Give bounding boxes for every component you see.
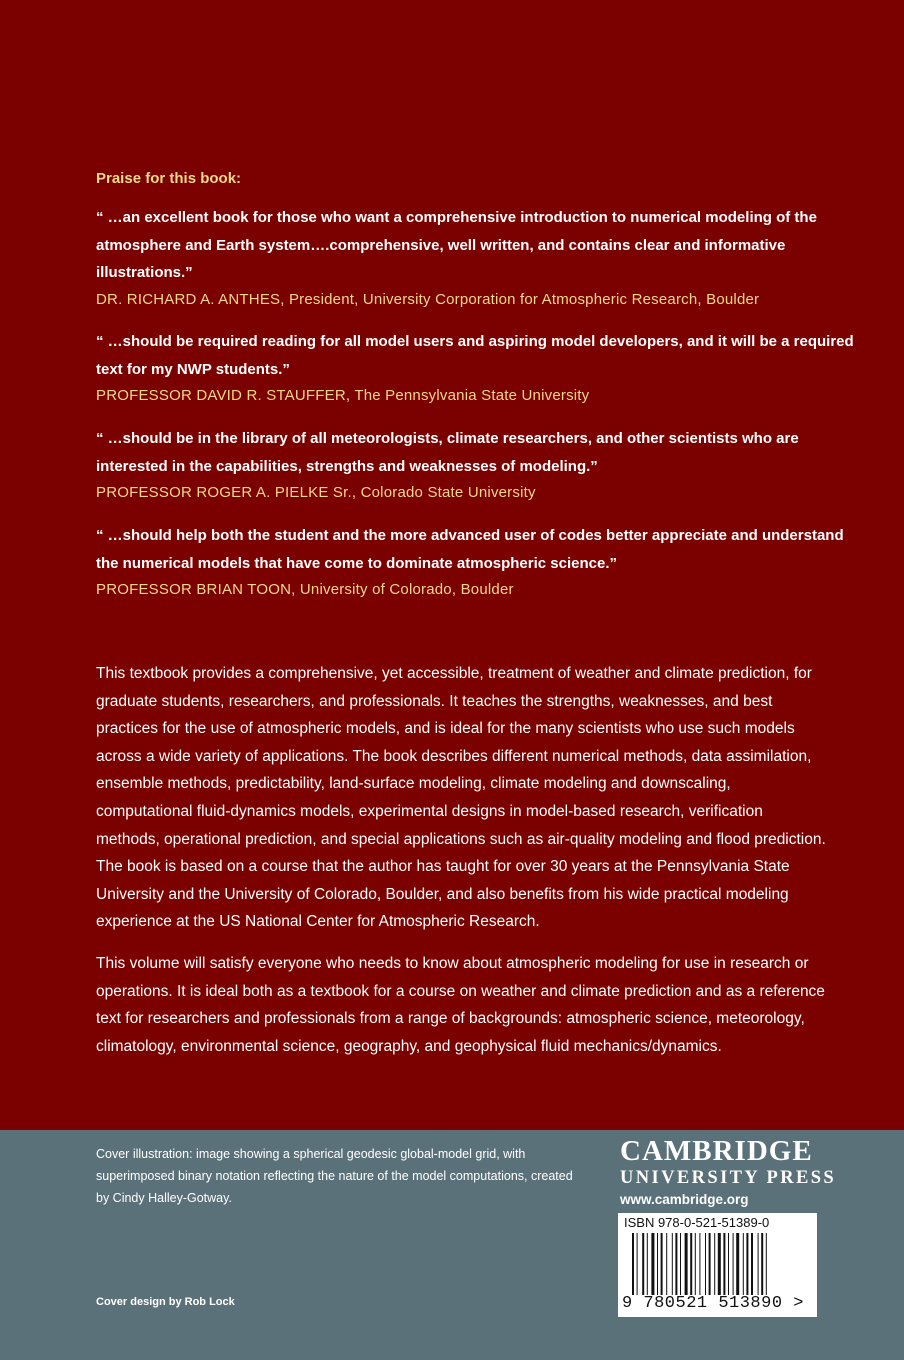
quote-2-text: “ …should be required reading for all model users and aspiring model developers, and it will be a required text for my NWP students.” [96, 333, 854, 378]
barcode-bar [642, 1233, 644, 1295]
barcode-bar [746, 1233, 748, 1295]
publisher-block [620, 1136, 836, 1207]
cover-design-credit: Cover design by Rob Lock [96, 1296, 235, 1308]
barcode-bar [637, 1233, 638, 1295]
barcode-bar [723, 1233, 725, 1295]
barcode-bar [632, 1233, 634, 1295]
barcode-bar [705, 1233, 706, 1295]
barcode-bar [675, 1233, 677, 1295]
barcode-bar [695, 1233, 696, 1295]
description-paragraph-1: This textbook provides a comprehensive, yet accessible, treatment of weather and climate prediction, for graduate students, researchers, and professionals. It teaches the strengths, weaknesses, and best practices for the use of atmospheric models, and is ideal for the many scientists who use such models across a wide variety of applications. The book describes different numerical methods, data assimilation, ensemble methods, predictability, land-surface modeling, climate modeling and downscaling, computational fluid-dynamics models, experimental designs in model-based research, verification methods, operational prediction, and special applications such as air-quality modeling and flood prediction. The book is based on a course that the author has taught for over 30 years at the Pennsylvania State University and the University of Colorado, Boulder, and also benefits from his wide practical modeling experience at the US National Center for Atmospheric Research. [96, 665, 826, 931]
barcode-bar [718, 1233, 721, 1295]
quote-2-attribution: PROFESSOR DAVID R. STAUFFER, The Pennsylvania State University [96, 387, 590, 404]
barcode-bar [743, 1233, 744, 1295]
barcode-bar [685, 1233, 688, 1295]
barcode-bar [736, 1233, 739, 1295]
quote-3-attribution: PROFESSOR ROGER A. PIELKE Sr., Colorado State University [96, 484, 536, 501]
barcode-bar [733, 1233, 734, 1295]
quote-3-text: “ …should be in the library of all meteorologists, climate researchers, and other scientists who are interested in the capabilities, strengths and weaknesses of modeling.” [96, 430, 799, 475]
barcode-bar [709, 1233, 711, 1295]
barcode-bar [758, 1233, 759, 1295]
barcode-bar [672, 1233, 673, 1295]
quote-1-text: “ …an excellent book for those who want a comprehensive introduction to numerical modeling of the atmosphere and Earth system….comprehensive, well written, and contains clear and informative illustrations.” [96, 209, 817, 281]
barcode-bar [699, 1233, 700, 1295]
barcode-bar [761, 1233, 763, 1295]
barcode-bar [690, 1233, 692, 1295]
barcode-digits: 9 780521 513890 > [622, 1294, 804, 1313]
barcode-bar [647, 1233, 648, 1295]
barcode-box [618, 1213, 817, 1317]
cover-illustration-credit: Cover illustration: image showing a spherical geodesic global-model grid, with superimposed binary notation reflecting the nature of the model computations, created by Cindy Halley-Gotway. [96, 1147, 573, 1205]
barcode-bar [661, 1233, 663, 1295]
barcode-bar [666, 1233, 667, 1295]
barcode-bar [728, 1233, 729, 1295]
isbn-text: ISBN 978-0-521-51389-0 [624, 1215, 770, 1230]
praise-heading: Praise for this book: [96, 170, 242, 187]
quote-1-attribution: DR. RICHARD A. ANTHES, President, University Corporation for Atmospheric Research, Boulder [96, 291, 760, 308]
barcode-bar [714, 1233, 715, 1295]
publisher-press: UNIVERSITY PRESS [620, 1168, 837, 1188]
publisher-name: CAMBRIDGE [620, 1135, 813, 1167]
quote-4-attribution: PROFESSOR BRIAN TOON, University of Colorado, Boulder [96, 581, 514, 598]
barcode-bar [766, 1233, 767, 1295]
publisher-url: www.cambridge.org [620, 1192, 749, 1207]
barcode-bar [651, 1233, 654, 1295]
barcode-bar [751, 1233, 753, 1295]
barcode-bar [657, 1233, 658, 1295]
quote-4-text: “ …should help both the student and the more advanced user of codes better appreciate and understand the numerical models that have come to dominate atmospheric science.” [96, 527, 844, 572]
description-paragraph-2: This volume will satisfy everyone who needs to know about atmospheric modeling for use in research or operations. It is ideal both as a textbook for a course on weather and climate prediction and as a reference text for researchers and professionals from a range of backgrounds: atmospheric science, meteorology, climatology, environmental science, geography, and geophysical fluid mechanics/dynamics. [96, 955, 825, 1055]
barcode-bar [680, 1233, 681, 1295]
